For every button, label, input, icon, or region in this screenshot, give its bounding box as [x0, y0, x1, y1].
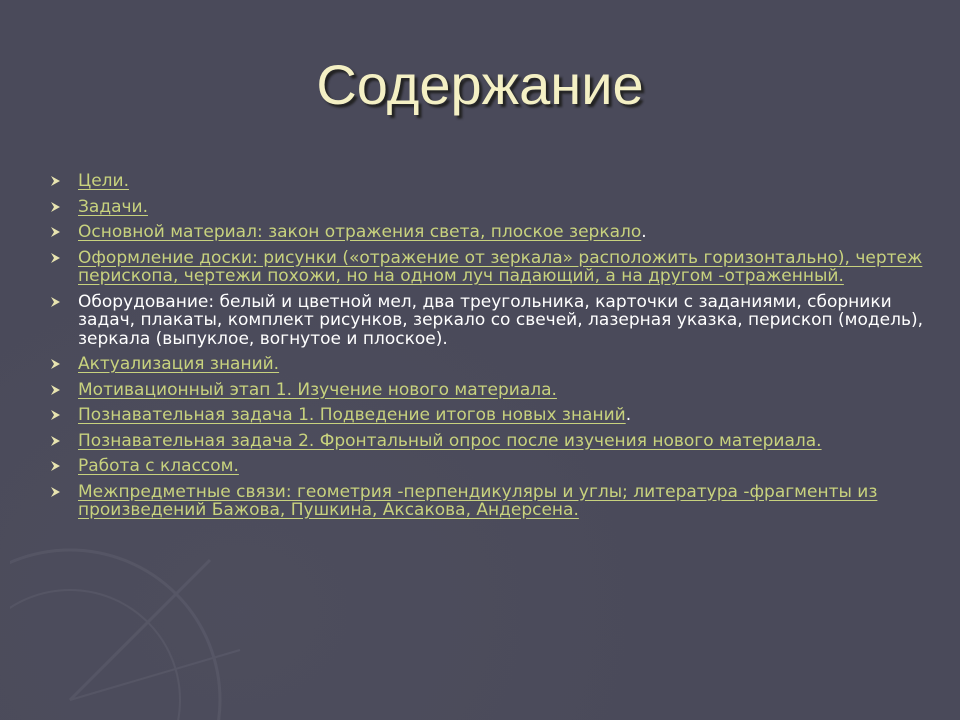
content-item[interactable] — [50, 172, 930, 191]
content-item-link[interactable]: Актуализация знаний. — [78, 354, 280, 374]
content-item[interactable] — [50, 223, 930, 242]
content-item-link[interactable]: Межпредметные связи: геометрия -перпендикуляры и углы; литература -фрагменты из произведений Бажова, Пушкина, Аксакова, Андерсена. — [78, 481, 878, 520]
content-item-link[interactable]: Познавательная задача 2. Фронтальный опрос после изучения нового материала. — [78, 430, 822, 451]
slide-title: Содержание — [316, 53, 644, 116]
arrowhead-bullet-icon — [50, 457, 66, 475]
content-item[interactable] — [50, 249, 930, 286]
compass-watermark-icon — [10, 500, 270, 720]
arrowhead-bullet-icon — [50, 293, 66, 311]
arrowhead-bullet-icon — [50, 223, 66, 241]
content-item-link[interactable]: Мотивационный этап 1. Изучение нового материала. — [78, 379, 557, 400]
content-item-link[interactable]: Цели. — [78, 171, 129, 191]
arrowhead-bullet-icon — [50, 172, 66, 190]
content-item-link[interactable]: Познавательная задача 1. Подведение итогов новых знаний — [78, 405, 626, 425]
content-item-link[interactable]: Задачи. — [78, 196, 148, 217]
content-item[interactable] — [50, 355, 930, 374]
content-item[interactable] — [50, 381, 930, 400]
content-item-link[interactable]: Оформление доски: рисунки («отражение от зеркала» расположить горизонтально), чертеж перископа, чертежи похожи, но на одном луч падающий, а на другом -отраженный. — [78, 247, 923, 286]
content-item-link[interactable]: Работа с классом. — [78, 456, 239, 476]
content-item-text: Оборудование: белый и цветной мел, два треугольника, карточки с заданиями, сборники задач, плакаты, комплект рисунков, зеркало со свечей, лазерная указка, перископ (модель), зеркала (выпуклое, вогнутое и плоское). — [78, 291, 923, 349]
content-item-trailing-punctuation: . — [625, 405, 632, 425]
arrowhead-bullet-icon — [50, 249, 66, 267]
arrowhead-bullet-icon — [50, 381, 66, 399]
content-item[interactable] — [50, 483, 930, 520]
content-item-trailing-punctuation: . — [641, 222, 647, 242]
arrowhead-bullet-icon — [50, 406, 66, 424]
arrowhead-bullet-icon — [50, 432, 66, 450]
arrowhead-bullet-icon — [50, 355, 66, 373]
arrowhead-bullet-icon — [50, 198, 66, 216]
content-item[interactable] — [50, 432, 930, 451]
arrowhead-bullet-icon — [50, 483, 66, 501]
content-item[interactable] — [50, 198, 930, 217]
content-item-link[interactable]: Основной материал: закон отражения света, плоское зеркало — [78, 222, 642, 242]
content-item[interactable] — [50, 457, 930, 476]
contents-list — [50, 172, 930, 527]
content-item — [50, 293, 930, 349]
content-item[interactable] — [50, 406, 930, 425]
